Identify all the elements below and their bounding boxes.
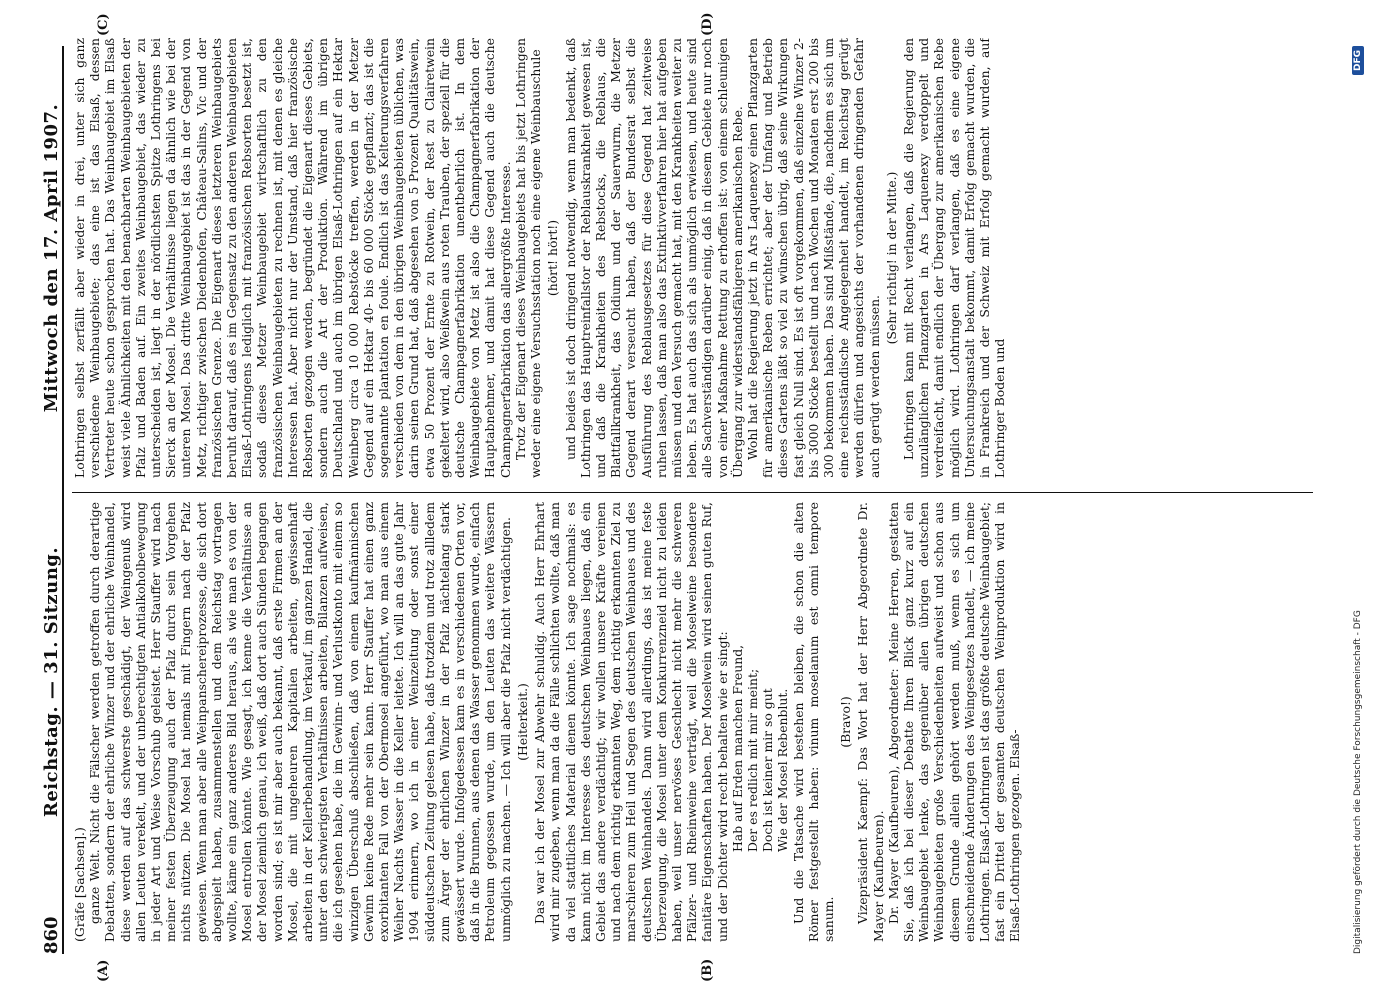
verse-line: Wie der Mosel Rebenblut. — [775, 688, 791, 852]
interjection: (hört! hört!) — [545, 219, 561, 297]
margin-mark-a: (A) — [96, 959, 111, 982]
verse-line: Hab auf Erden manchen Freund, — [729, 644, 745, 852]
paragraph: Und die Tatsache wird bestehen bleiben, die schon die alten Römer festgestellt haben: vinum moselanum est omni tempore sanum. — [790, 502, 836, 942]
paragraph: Dr. Mayer (Kaufbeuren), Abgeordneter: Meine Herren, gestatten Sie, daß ich bei dieser Debatte Ihren Blick ganz kurz auf ein Weinbaugebiet lenke, das gegenüber allen übrigen deutschen Weinbaugebieten große Verschiedenheiten aufweist und schon aus diesem Grunde allein gehört werden muß, wenn es sich um einschneidende Änderungen des Weingesetzes handelt, — ich meine Lothringen. Elsaß-Lothringen ist das größte deutsche Weinbaugebiet; fast ein Drittel der gesamten deutschen Weinproduktion wird in Elsaß-Lothringen gezogen. Elsaß- — [885, 502, 1023, 942]
margin-mark-d: (D) — [700, 12, 715, 36]
paragraph: ganze Welt. Nicht die Fälscher werden getroffen durch derartige Debatten, sondern der ehrliche Winzer und der ehrliche Weinhandel, diese werden auf das schwerste geschädigt, der Weingenuß wird allen Leuten verekelt, und der unberechtigten Antialkoholbewegung in jeder Art und Weise Vorschub geleistet. Herr Stauffer wird nach meiner festen Überzeugung auch der Pfalz durch sein Vorgehen nichts nützen. Die Mosel hat niemals mit Fingern nach der Pfalz gewiesen. Wenn man aber alle Weinpanschereiprozesse, die sich dort abgespielt haben, zusammenstellen und dem Reichstag vortragen wollte, käme ein ganz anderes Bild heraus, als wie man es von der Mosel entrollen könnte. Wie gesagt, ich kenne die Verhältnisse an der Mosel ziemlich genau, ich weiß, daß dort auch Sünden begangen worden sind; es ist mir aber auch bekannt, daß erste Firmen an der Mosel, die mit ungeheuren Kapitalien arbeiten, gewissenhaft arbeiten in der Kellerbehandlung, im Verkauf, im ganzen Handel, die unter den schwierigsten Verhältnissen arbeiten, Bilanzen aufweisen, die ich gesehen habe, die im Gewinn- und Verlustkonto mit einem so winzigen Überschuß abschließen, daß von einem kaufmännischen Gewinn keine Rede mehr sein kann. Herr Stauffer hat einen ganz exorbitanten Fall von der Obermosel angeführt, wo man aus einem Weiher Nachts Wasser in die Keller leitete. Ich will an das gute Jahr 1904 erinnern, wo ich in einer Weinzeitung oder sonst einer süddeutschen Zeitung gelesen habe, daß trotzdem und trotz allledem zum Ärger der ehrlichen Winzer in der Pfalz nächtelang stark gewässert wurde. Infolgedessen kam es in verschiedenen Orten vor, daß in die Brunnen, aus denen das Wasser genommen wurde, einfach Petroleum gegossen wurde, um den Leuten das weitere Wässern unmöglich zu machen. — Ich will aber die Pfalz nicht verdächtigen. — [87, 502, 513, 942]
paragraph: Lothringen kann mit Recht verlangen, daß die Regierung den unzulänglichen Pflanzgarten in Ars Laquenexy verdoppelt und verdreifacht, damit endlich der Übergang zur amerikanischen Rebe möglich wird. Lothringen darf verlangen, daß es eine eigene Untersuchungsanstalt bekommt, damit Erfolg gemacht wurden, die in Frankreich und der Schweiz mit Erfolg gemacht wurden, auf Lothringer Boden und — [900, 38, 1008, 478]
page-number: 860 — [41, 916, 62, 954]
margin-mark-c: (C) — [96, 13, 111, 36]
paragraph: Trotz der Eigenart dieses Weinbaugebiets hat bis jetzt Lothringen weder eine eigene Versuchsstation noch eine eigene Weinbauschule — [512, 38, 544, 478]
paragraph: Lothringen selbst zerfällt aber wieder in drei, unter sich ganz verschiedene Weinbaugebiete; das eine ist das Elsaß, dessen Vertreter heute schon gesprochen hat. Das Weinbaugebiet im Elsaß weist viele Ähnlichkeiten mit den benachbarten Weinbaugebieten der Pfalz und Baden auf. Ein zweites Weinbaugebiet, das wieder zu unterscheiden ist, liegt in der nördlichsten Spitze Lothringens bei Sierck an der Mosel. Die Verhältnisse liegen da ähnlich wie bei der unteren Mosel. Das dritte Weinbaugebiet ist das in der Gegend von Metz, richtiger zwischen Diedenhofen, Château-Salins, Vic und der französischen Grenze. Die Eigenart dieses letzteren Weinbaugebiets beruht darauf, daß es im Gegensatz zu den anderen Weinbaugebieten Elsaß-Lothringens lediglich mit französischen Rebsorten besetzt ist, sodaß dieses Metzer Weinbaugebiet wirtschaftlich zu den französischen Weinbaugebieten zu rechnen ist, mit denen es gleiche Interessen hat. Aber nicht nur der Umstand, daß hier französische Rebsorten gezogen werden, begründet die Eigenart dieses Gebiets, sondern auch die Art der Produktion. Während im übrigen Deutschland und auch im übrigen Elsaß-Lothringen auf ein Hektar Weinberg circa 10 000 Rebstöcke treffen, werden in der Metzer Gegend auf ein Hektar 40- bis 60 000 Stöcke gepflanzt; das ist die sogenannte plantation en foule. Endlich ist das Kelterungsverfahren verschieden von dem in den übrigen Weinbaugebieten üblichen, was darin seinen Grund hat, daß abgesehen von 5 Prozent Qualitätswein, etwa 50 Prozent der Ernte zu Rotwein, der Rest zu Clairetwein gekeltert wird, also Weißwein aus roten Trauben, der speziell für die deutsche Champagnerfabrikation unentbehrlich ist. In dem Weinbaugebiete von Metz ist also die Champagnerfabrikation der Hauptabnehmer, und damit hat diese Gegend auch die deutsche Champagnerfabrikation das allergrößte Interesse. — [72, 38, 513, 478]
header-session: Reichstag. — 31. Sitzung. — [41, 546, 62, 818]
speaker-intro: Vizepräsident Kaempf: Das Wort hat der Herr Abgeordnete Dr. Mayer (Kaufbeuren). — [855, 502, 886, 942]
credit-text: Digitalisierung gefördert durch die Deutsche Forschungsgemeinschaft - DFG — [1353, 610, 1363, 954]
digitization-credit — [1352, 46, 1364, 954]
page-header — [36, 46, 64, 954]
header-date: Mittwoch den 17. April 1907. — [41, 103, 62, 413]
interjection: (Heiterkeit.) — [514, 683, 530, 761]
paragraph: Das war ich der Mosel zur Abwehr schuldig. Auch Herr Ehrhart wird mir zugeben, wenn man da die Fälle schlichten wollte, daß man da viel stattliches Material dienen könnte. Ich sage nochmals: es kann nicht im Interesse des deutschen Weinbaues liegen, daß ein Gebiet das andere verdächtigt; wir wollen unsere Kräfte vereinen und nach dem richtig erkannten Weg, dem richtig erkannten Ziel zu marschieren zum Heil und Segen des deutschen Weinbaues und des deutschen Weinhandels. Dann wird allerdings, das ist meine feste Überzeugung, die Mosel unter dem Konkurrenzneid nicht zu leiden haben, weil unser nervöses Geschlecht nicht mehr die schweren Pfälzer- und Rheinweine verträgt, weil die Moselweine besondere fanitäre Eigenschaften haben. Der Moselwein wird seinen guten Ruf, und der Dichter wird recht behalten wie er singt: — [532, 502, 730, 942]
column-divider — [72, 492, 1313, 493]
right-column — [72, 38, 1313, 478]
verse-line: Doch ist keiner mir so gut — [760, 688, 776, 852]
paragraph: und beides ist doch dringend notwendig, wenn man bedenkt, daß Lothringen das Hauptreinfallstor der Reblauskrankheit gewesen ist, und daß die Krankheiten des Rebstocks, die Reblaus, die Blattfallkrankheit, das Oidium und der Sauerwurm, die Metzer Gegend derart verseucht haben, daß der Bundesrat selbst die Ausführung des Reblausgesetzes für diese Gegend hat zeitweise ruhen lassen, daß man also das Extinktivverfahren hier hat aufgeben müssen und den Versuch gemacht hat, mit den Krankheiten weiter zu leben. Es hat auch das sich als unmöglich erwiesen, und heute sind alle Sachverständigen darüber einig, daß in diesem Gebiete nur noch von einer Maßnahme Rettung zu erhoffen ist: von einem schleunigen Übergang zur widerstandsfähigeren amerikanischen Rebe. — [562, 38, 745, 478]
margin-mark-b: (B) — [700, 958, 715, 982]
left-column — [72, 502, 1313, 942]
interjection: (Bravo!) — [838, 696, 854, 748]
paragraph: Wohl hat die Regierung jetzt in Ars Laquenexy einen Pflanzgarten für amerikanische Reben errichtet; aber der Umfang und Betrieb dieses Gartens läßt so viel zu wünschen übrig, daß seine Wirkungen fast gleich Null sind. Es ist oft vorgekommen, daß einzelne Winzer 2- bis 3000 Stöcke bestellt und nach Wochen und Monaten erst 200 bis 300 bekommen haben. Das sind Mißstände, die, nachdem es sich um eine reichsständische Angelegenheit handelt, im Reichstag gerügt werden dürfen und angesichts der vorhandenen dringenden Gefahr auch gerügt werden müssen. — [744, 38, 882, 478]
verse-line: Der es redlich mit mir meint; — [744, 668, 760, 852]
speaker-note: (Gräfe [Sachsen].) — [72, 827, 87, 942]
dfg-logo: DFG — [1352, 46, 1364, 75]
interjection: (Sehr richtig! in der Mitte.) — [883, 171, 899, 345]
